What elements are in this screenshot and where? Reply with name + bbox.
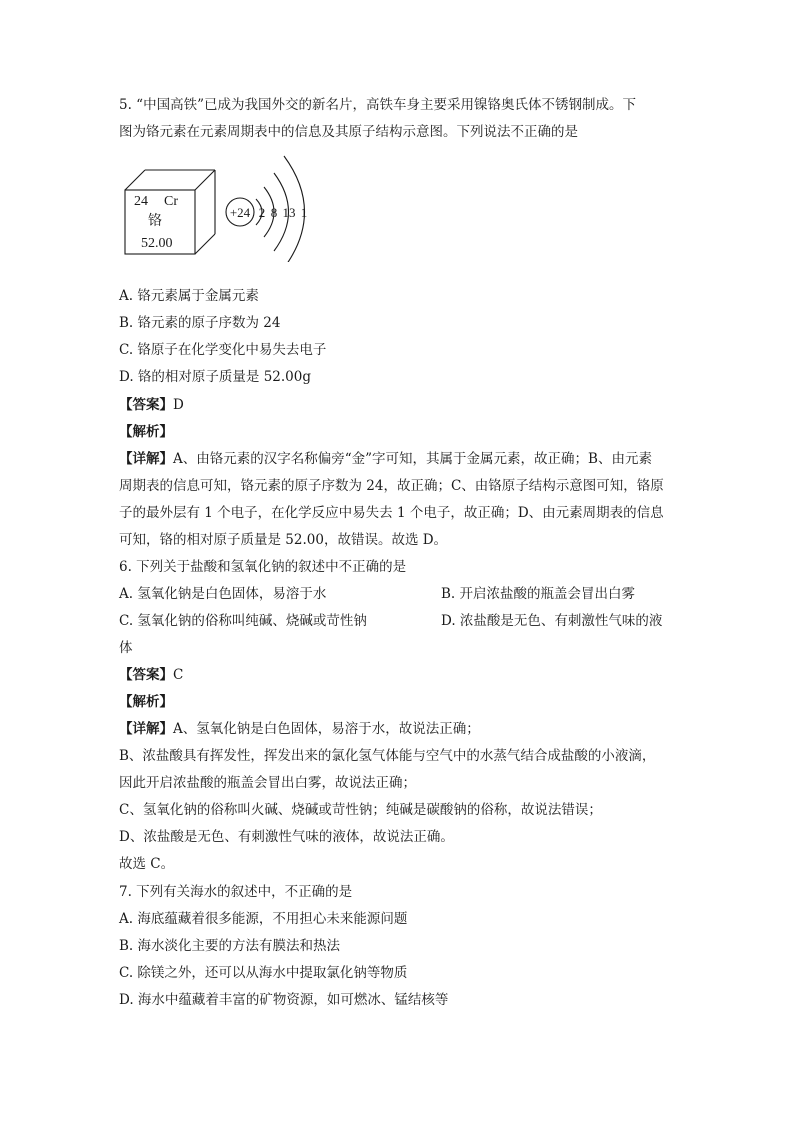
- q6-option-d: D. 浓盐酸是无色、有刺激性气味的液: [441, 613, 663, 629]
- atomic-mass: 52.00: [141, 236, 173, 251]
- nuclear-charge: +24: [229, 205, 251, 220]
- shell-4-electrons: 1: [300, 205, 308, 220]
- element-symbol: Cr: [164, 194, 178, 209]
- q7-option-b: B. 海水淡化主要的方法有膜法和热法: [119, 938, 341, 954]
- q5-option-a: A. 铬元素属于金属元素: [119, 288, 259, 304]
- detail-label: 【详解】: [119, 451, 173, 467]
- q6-option-a: A. 氢氧化钠是白色固体，易溶于水: [119, 586, 327, 602]
- answer-label: 【答案】: [119, 397, 173, 413]
- shell-2-electrons: 8: [270, 205, 278, 220]
- q5-stem-line-1: 5. “中国高铁”已成为我国外交的新名片，高铁车身主要采用镍铬奥氏体不锈钢制成。下: [119, 97, 636, 113]
- q6-option-b: B. 开启浓盐酸的瓶盖会冒出白雾: [441, 586, 636, 602]
- q6-option-d-continued: 体: [119, 640, 133, 656]
- q6-option-c: C. 氢氧化钠的俗称叫纯碱、烧碱或苛性钠: [119, 613, 367, 629]
- q6-detail-line-2: B、浓盐酸具有挥发性，挥发出来的氯化氢气体能与空气中的水蒸气结合成盐酸的小液滴，: [119, 748, 656, 764]
- q5-option-b: B. 铬元素的原子序数为 24: [119, 315, 281, 331]
- q6-detail-line-5: D、浓盐酸是无色、有刺激性气味的液体，故说法正确。: [119, 829, 454, 845]
- q5-answer: [119, 395, 184, 415]
- q5-detail-line-2: 周期表的信息可知，铬元素的原子序数为 24，故正确；C、由铬原子结构示意图可知，铬原: [119, 478, 664, 494]
- q6-conclusion: 故选 C。: [119, 856, 175, 872]
- q5-detail-line-4: 可知，铬的相对原子质量是 52.00，故错误。故选 D。: [119, 532, 448, 548]
- q5-detail-line-1: 【详解】A、由铬元素的汉字名称偏旁“金”字可知，其属于金属元素，故正确；B、由元素: [119, 451, 652, 467]
- q5-option-d: D. 铬的相对原子质量是 52.00g: [119, 369, 312, 385]
- q7-option-d: D. 海水中蕴藏着丰富的矿物资源，如可燃冰、锰结核等: [119, 992, 449, 1008]
- q6-analysis-label: 【解析】: [119, 694, 173, 710]
- q6-detail-line-4: C、氢氧化钠的俗称叫火碱、烧碱或苛性钠；纯碱是碳酸钠的俗称，故说法错误；: [119, 802, 602, 818]
- atomic-number: 24: [134, 194, 148, 209]
- chromium-diagram: [119, 150, 319, 262]
- q5-option-c: C. 铬原子在化学变化中易失去电子: [119, 342, 327, 358]
- answer-value: D: [173, 397, 184, 413]
- q6-detail-line-3: 因此开启浓盐酸的瓶盖会冒出白雾，故说法正确；: [119, 775, 416, 791]
- answer-value: C: [173, 667, 184, 683]
- q7-option-a: A. 海底蕴藏着很多能源，不用担心未来能源问题: [119, 911, 408, 927]
- q6-answer: 【答案】C: [119, 667, 184, 683]
- shell-3-electrons: 13: [282, 205, 296, 220]
- element-name: 铬: [148, 213, 162, 229]
- q5-analysis-label: 【解析】: [119, 424, 173, 440]
- q7-option-c: C. 除镁之外，还可以从海水中提取氯化钠等物质: [119, 965, 408, 981]
- q7-stem: 7. 下列有关海水的叙述中，不正确的是: [119, 884, 353, 900]
- q5-detail-line-3: 子的最外层有 1 个电子，在化学反应中易失去 1 个电子，故正确；D、由元素周期表的信息: [119, 505, 664, 521]
- q6-detail-line-1: 【详解】A、氢氧化钠是白色固体，易溶于水，故说法正确；: [119, 721, 480, 737]
- q6-stem: 6. 下列关于盐酸和氢氧化钠的叙述中不正确的是: [119, 559, 407, 575]
- q5-stem-line-2: 图为铬元素在元素周期表中的信息及其原子结构示意图。下列说法不正确的是: [119, 124, 578, 140]
- shell-1-electrons: 2: [258, 205, 266, 220]
